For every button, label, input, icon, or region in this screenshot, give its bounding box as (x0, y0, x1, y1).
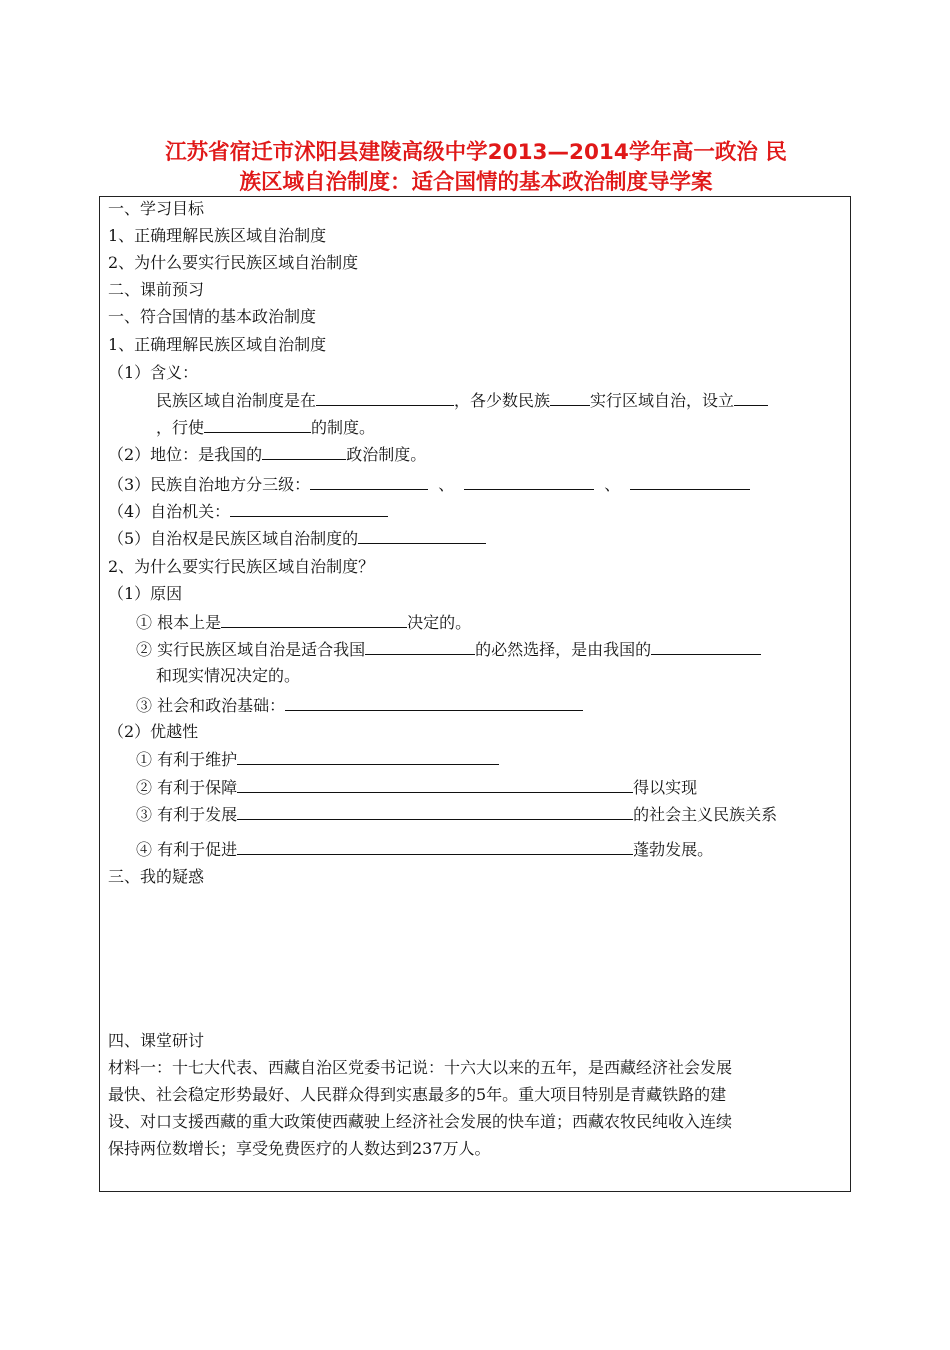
blank-meaning-1[interactable] (316, 389, 454, 406)
status-line (108, 443, 426, 466)
meaning-text-a: 民族区域自治制度是在 (156, 391, 317, 410)
goal-1: 1、正确理解民族区域自治制度 (108, 226, 327, 245)
doubts-heading: 三、我的疑惑 (108, 867, 205, 886)
blank-meaning-4[interactable] (204, 416, 311, 433)
doubts-space[interactable] (108, 892, 842, 1026)
organ-line (108, 500, 388, 523)
preview-question-1: 1、正确理解民族区域自治制度 (108, 335, 327, 354)
organ-text: （4）自治机关： (108, 502, 231, 521)
goals-heading: 一、学习目标 (108, 199, 205, 218)
reason-1-text-a: ① 根本上是 (136, 613, 222, 632)
autonomy-line (108, 527, 486, 550)
class-heading: 四、课堂研讨 (108, 1031, 205, 1050)
advantage-2-text-a: ② 有利于保障 (136, 778, 238, 797)
advantage-label: （2）优越性 (108, 722, 199, 741)
advantage-3-text-b: 的社会主义民族关系 (633, 805, 778, 824)
advantage-2-text-b: 得以实现 (633, 778, 698, 797)
advantage-3-text-a: ③ 有利于发展 (136, 805, 238, 824)
blank-level-3[interactable] (630, 473, 750, 490)
advantage-4-text-a: ④ 有利于促进 (136, 840, 238, 859)
blank-advantage-2[interactable] (237, 776, 633, 793)
levels-line (108, 473, 750, 496)
levels-sep-1: 、 (438, 475, 455, 494)
material-line-3: 设、对口支援西藏的重大政策使西藏驶上经济社会发展的快车道；西藏农牧民纯收入连续 (108, 1112, 733, 1131)
document-title (100, 138, 852, 198)
blank-level-1[interactable] (310, 473, 428, 490)
title-line-2: 族区域自治制度：适合国情的基本政治制度导学案 (239, 170, 713, 195)
meaning-line-2 (156, 416, 375, 439)
blank-meaning-2[interactable] (550, 389, 590, 406)
reason-3-line (136, 694, 583, 717)
reason-1-text-b: 决定的。 (407, 613, 472, 632)
reason-3-text: ③ 社会和政治基础： (136, 696, 286, 715)
preview-subheading: 一、符合国情的基本政治制度 (108, 307, 317, 326)
preview-heading: 二、课前预习 (108, 280, 205, 299)
blank-advantage-3[interactable] (237, 803, 633, 820)
blank-advantage-4[interactable] (237, 838, 633, 855)
levels-text: （3）民族自治地方分三级： (108, 475, 311, 494)
blank-status[interactable] (262, 443, 346, 460)
meaning-text-e: 的制度。 (311, 418, 376, 437)
meaning-label: （1）含义： (108, 363, 199, 382)
material-line-2: 最快、社会稳定形势最好、人民群众得到实惠最多的5年。重大项目特别是青藏铁路的建 (108, 1085, 727, 1104)
advantage-4-line (136, 838, 713, 861)
blank-meaning-3[interactable] (734, 389, 768, 406)
blank-reason-4[interactable] (285, 694, 583, 711)
reason-2-text-a: ② 实行民族区域自治是适合我国 (136, 640, 366, 659)
autonomy-text: （5）自治权是民族区域自治制度的 (108, 529, 359, 548)
blank-reason-3[interactable] (651, 638, 761, 655)
advantage-3-line (136, 803, 777, 826)
blank-level-2[interactable] (464, 473, 594, 490)
meaning-text-d: ，行使 (156, 418, 205, 437)
blank-reason-1[interactable] (221, 611, 407, 628)
meaning-line (156, 389, 768, 412)
reason-1-line (136, 611, 471, 634)
blank-autonomy[interactable] (358, 527, 486, 544)
blank-advantage-1[interactable] (237, 748, 499, 765)
blank-organ[interactable] (230, 500, 388, 517)
material-line-4: 保持两位数增长；享受免费医疗的人数达到237万人。 (108, 1139, 491, 1158)
blank-reason-2[interactable] (365, 638, 475, 655)
meaning-text-c: 实行区域自治，设立 (590, 391, 735, 410)
reason-2-text-b: 的必然选择，是由我国的 (475, 640, 652, 659)
meaning-text-b: ，各少数民族 (454, 391, 551, 410)
title-line-1: 江苏省宿迁市沭阳县建陵高级中学2013—2014学年高一政治 民 (165, 140, 787, 165)
material-line-1: 材料一：十七大代表、西藏自治区党委书记说：十六大以来的五年，是西藏经济社会发展 (108, 1058, 733, 1077)
advantage-1-text: ① 有利于维护 (136, 750, 238, 769)
reason-label: （1）原因 (108, 584, 183, 603)
status-text-b: 政治制度。 (346, 445, 427, 464)
goal-2: 2、为什么要实行民族区域自治制度 (108, 253, 359, 272)
reason-2-line (136, 638, 761, 661)
advantage-2-line (136, 776, 697, 799)
preview-question-2: 2、为什么要实行民族区域自治制度？ (108, 557, 375, 576)
reason-2-text-c: 和现实情况决定的。 (156, 666, 301, 685)
levels-sep-2: 、 (604, 475, 621, 494)
advantage-4-text-b: 蓬勃发展。 (633, 840, 714, 859)
status-text-a: （2）地位：是我国的 (108, 445, 263, 464)
advantage-1-line (136, 748, 499, 771)
